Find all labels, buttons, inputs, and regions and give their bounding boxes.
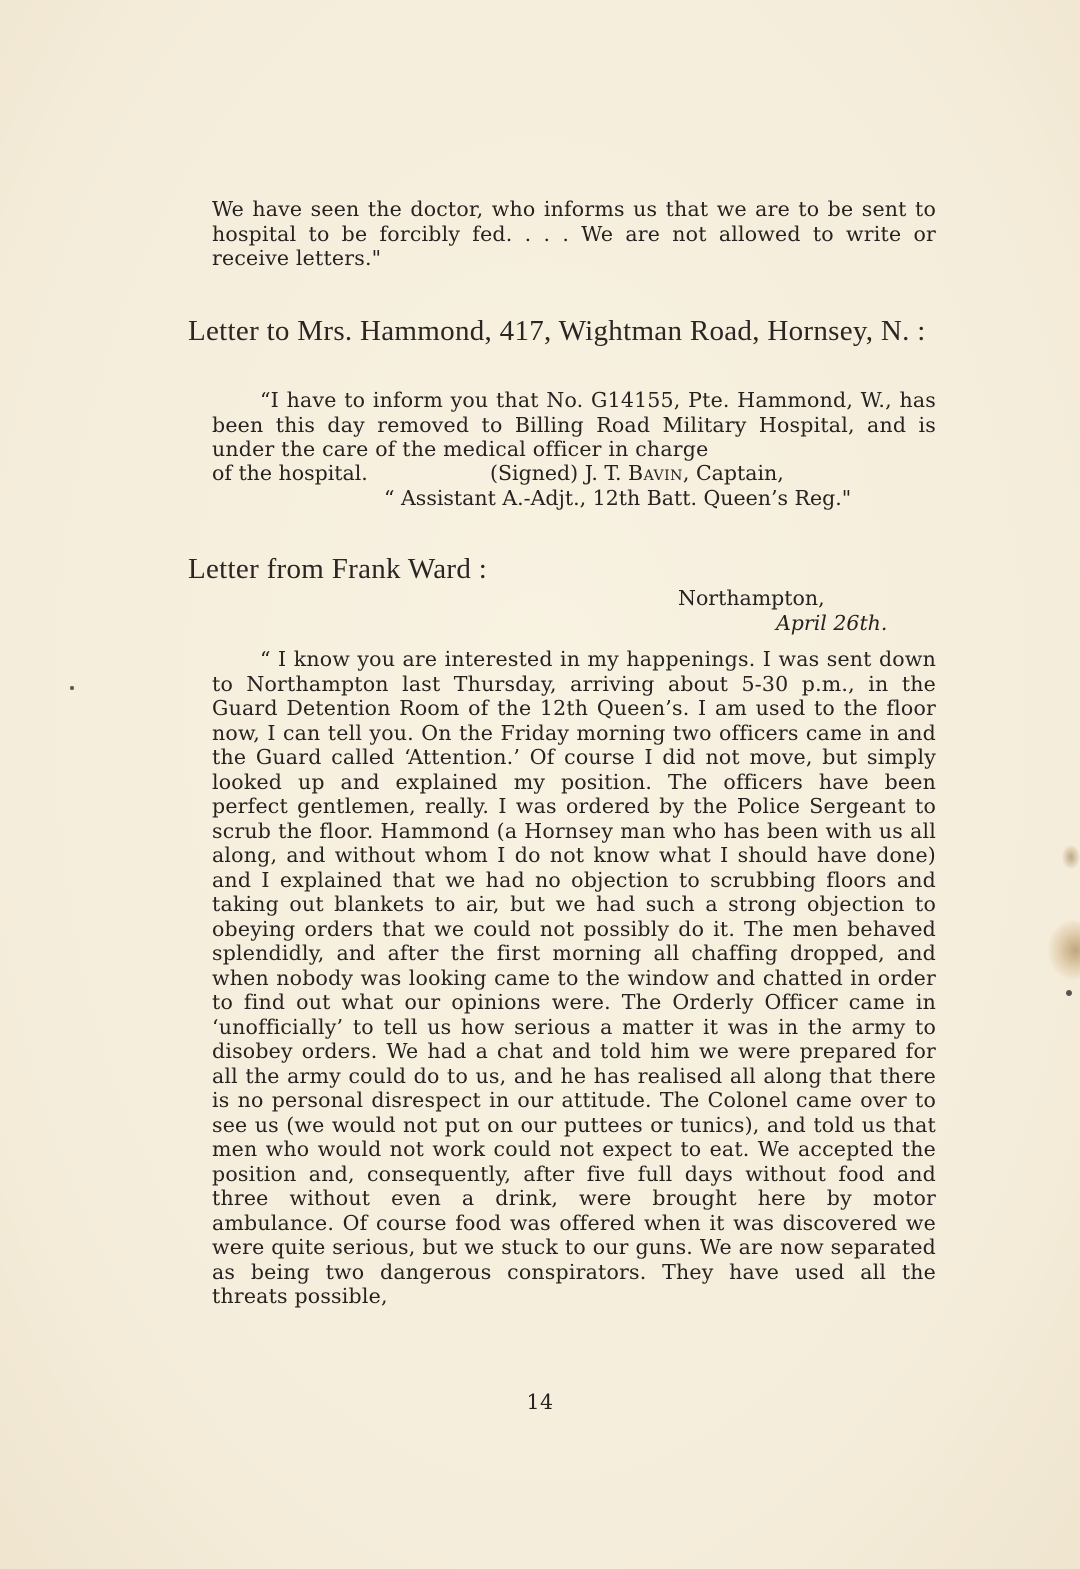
signed-suffix: , Captain, — [682, 461, 784, 485]
signed-name: Bavin — [628, 461, 683, 485]
age-stain — [1048, 920, 1080, 980]
ink-speck — [1066, 990, 1072, 996]
hammond-letter-closing: of the hospital. — [212, 461, 368, 485]
age-stain — [1062, 845, 1080, 869]
hammond-letter-heading: Letter to Mrs. Hammond, 417, Wightman Road, Hornsey, N. : — [188, 315, 926, 347]
ward-letter-location: Northampton, — [678, 586, 825, 610]
page-number: 14 — [526, 1390, 554, 1414]
ink-speck — [70, 686, 74, 690]
hammond-letter-signed — [490, 461, 784, 486]
hammond-letter-signature-title: “ Assistant A.-Adjt., 12th Batt. Queen’s Reg." — [384, 486, 852, 510]
hammond-letter-body: “I have to inform you that No. G14155, Pte. Hammond, W., has been this day removed to Billing Road Military Hospital, and is under the care of the medical officer in charge — [212, 388, 936, 461]
ward-letter-heading: Letter from Frank Ward : — [188, 553, 488, 585]
ward-letter-body: “ I know you are interested in my happenings. I was sent down to Northampton last Thursday, arriving about 5-30 p.m., in the Guard Detention Room of the 12th Queen’s. I am used to the floor now, I can tell you. On the Friday morning two officers came in and the Guard called ‘Attention.’ Of course I did not move, but simply looked up and explained my position. The officers have been perfect gentlemen, really. I was ordered by the Police Sergeant to scrub the floor. Hammond (a Hornsey man who has been with us all along, and without whom I do not know what I should have done) and I explained that we had no objection to scrubbing floors and taking out blankets to air, but we had such a strong objection to obeying orders that we could not possibly do it. The men behaved splendidly, and after the first morning all chaffing dropped, and when nobody was looking came to the window and chatted in order to find out what our opinions were. The Orderly Officer came in ‘unofficially’ to tell us how serious a matter it was in the army to disobey orders. We had a chat and told him we were prepared for all the army could do to us, and he has realised all along that there is no personal disrespect in our attitude. The Colonel came over to see us (we would not put on our puttees or tunics), and told us that men who would not work could not expect to eat. We accepted the position and, consequently, after five full days without food and three without even a drink, were brought here by motor ambulance. Of course food was offered when it was discovered we were quite serious, but we stuck to our guns. We are now separated as being two dangerous conspirators. They have used all the threats possible, — [212, 647, 936, 1308]
ward-letter-date: April 26th. — [776, 611, 888, 635]
signed-prefix: (Signed) J. T. — [490, 461, 629, 485]
intro-paragraph: We have seen the doctor, who informs us that we are to be sent to hospital to be forcibly fed. . . . We are not allowed to write or receive letters." — [212, 197, 936, 270]
